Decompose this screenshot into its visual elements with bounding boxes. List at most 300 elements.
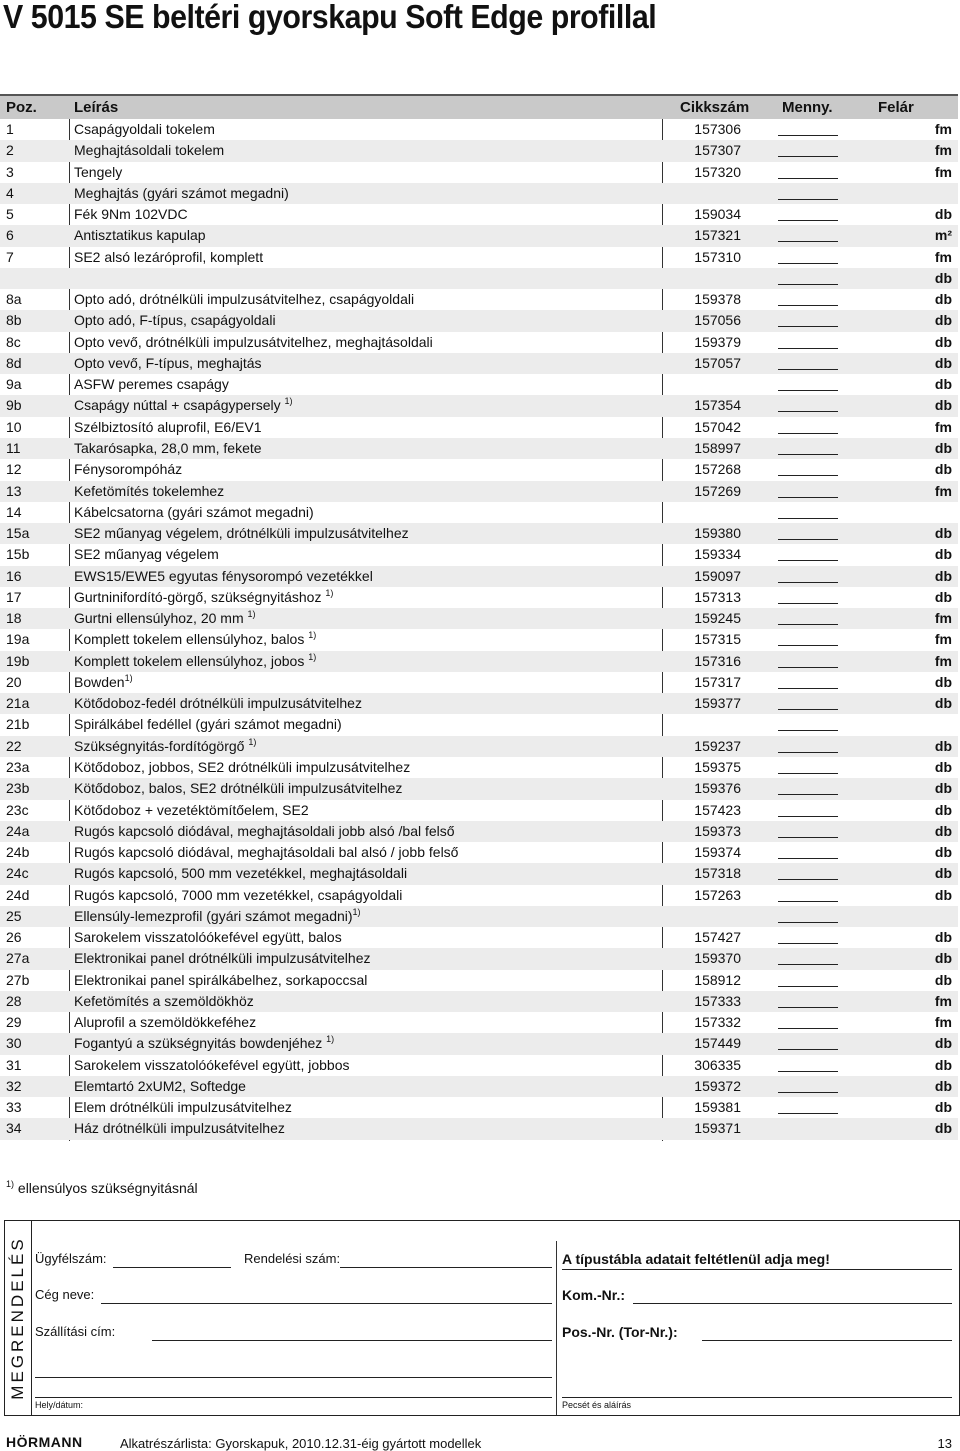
row-article: 157320	[694, 163, 741, 180]
row-pos: 9a	[6, 376, 22, 393]
footnote-marker: 1)	[352, 906, 361, 917]
row-unit: db	[934, 439, 952, 456]
row-unit: db	[934, 673, 952, 690]
header-unit: Felár	[878, 99, 914, 116]
row-desc	[74, 525, 409, 542]
quantity-field[interactable]	[778, 674, 838, 689]
row-desc-text: Sarokelem visszatolóókefével együtt, balos	[74, 929, 342, 946]
row-desc	[74, 461, 182, 478]
table-row	[0, 672, 958, 693]
row-pos: 29	[6, 1014, 22, 1031]
row-desc	[74, 610, 256, 627]
row-pos: 1	[6, 121, 14, 137]
page-footer	[0, 1432, 958, 1451]
quantity-field[interactable]	[778, 716, 838, 731]
row-desc-text: Fénysorompóház	[74, 461, 183, 478]
row-article: 157307	[694, 142, 741, 159]
kom-field[interactable]	[633, 1303, 952, 1304]
table-row	[0, 778, 958, 799]
row-article: 159097	[694, 567, 741, 584]
table-row	[0, 438, 958, 459]
quantity-field[interactable]	[778, 950, 838, 965]
row-desc-text: SE2 alsó lezáróprofil, komplett	[74, 248, 264, 265]
row-desc	[74, 695, 362, 712]
row-desc-text: Rugós kapcsoló diódával, meghajtásoldali jobb alsó /bal felső	[74, 822, 455, 839]
row-unit: fm	[934, 163, 952, 180]
row-article: 157306	[694, 121, 741, 137]
row-desc	[74, 291, 414, 308]
table-row	[0, 587, 958, 608]
table-row	[0, 268, 958, 289]
row-unit: db	[934, 206, 952, 223]
quantity-field[interactable]	[778, 419, 838, 434]
footnote-marker: 1)	[6, 1179, 15, 1189]
row-desc	[74, 568, 373, 585]
table-row	[0, 395, 958, 416]
row-desc-text: Fogantyú a szükségnyitás bowdenjéhez	[74, 1035, 327, 1052]
footnote-marker: 1)	[284, 396, 293, 407]
table-row	[0, 714, 958, 735]
table-body	[0, 119, 958, 1140]
table-row	[0, 204, 958, 225]
row-pos: 21a	[6, 695, 30, 712]
row-article: 158997	[694, 439, 741, 456]
place-date-field[interactable]	[35, 1397, 552, 1398]
row-article: 159372	[694, 1077, 741, 1094]
quantity-field[interactable]	[778, 334, 838, 349]
table-row	[0, 544, 958, 565]
page-title: V 5015 SE beltéri gyorskapu Soft Edge profillal	[3, 0, 657, 35]
row-article: 159370	[694, 950, 741, 967]
quantity-field[interactable]	[778, 525, 838, 540]
row-pos: 21b	[6, 716, 30, 733]
table-row	[0, 247, 958, 268]
row-desc-text: Elemtartó 2xUM2, Softedge	[74, 1077, 246, 1094]
row-desc	[74, 887, 402, 904]
row-article: 159245	[694, 610, 741, 627]
footnote-marker: 1)	[124, 672, 133, 683]
row-desc-text: Opto vevő, drótnélküli impulzusátvitelhez, meghajtásoldali	[74, 333, 433, 350]
row-desc	[74, 1099, 292, 1116]
row-article: 157057	[694, 354, 741, 371]
row-desc-text: Opto adó, F-típus, csapágyoldali	[74, 312, 276, 329]
hormann-logo: HÖRMANN	[6, 1434, 83, 1450]
row-desc	[74, 546, 219, 563]
quantity-field[interactable]	[778, 908, 838, 923]
table-row	[0, 1076, 958, 1097]
quantity-field[interactable]	[778, 142, 838, 157]
row-desc-text: Spirálkábel fedéllel (gyári számot megadni)	[74, 716, 342, 733]
row-article: 157269	[694, 482, 741, 499]
footnote-marker: 1)	[308, 651, 317, 662]
quantity-field[interactable]	[778, 865, 838, 880]
quantity-field[interactable]	[778, 631, 838, 646]
row-desc	[74, 738, 256, 755]
row-unit: fm	[934, 121, 952, 137]
footnote-marker: 1)	[326, 1034, 335, 1045]
table-row	[0, 353, 958, 374]
table-row	[0, 225, 958, 246]
row-desc	[74, 1057, 349, 1074]
row-desc	[74, 419, 262, 436]
row-desc	[74, 844, 458, 861]
row-unit: db	[934, 291, 952, 308]
delivery-field[interactable]	[152, 1340, 552, 1341]
row-article: 159371	[694, 1120, 741, 1137]
row-desc	[74, 589, 333, 606]
row-article: 157332	[694, 1014, 741, 1031]
order-vertical-text: MEGRENDELÉS	[8, 1236, 27, 1400]
quantity-field[interactable]	[778, 589, 838, 604]
row-unit: fm	[934, 610, 952, 627]
table-row	[0, 1097, 958, 1118]
row-article: 157321	[694, 227, 741, 244]
row-unit: db	[934, 269, 952, 286]
table-row	[0, 948, 958, 969]
table-row	[0, 970, 958, 991]
row-desc	[74, 993, 254, 1010]
row-pos: 26	[6, 929, 22, 946]
table-row	[0, 927, 958, 948]
stamp-label: Pecsét és aláírás	[562, 1400, 632, 1410]
row-desc-text: Kábelcsatorna (gyári számot megadni)	[74, 503, 314, 520]
quantity-field[interactable]	[778, 376, 838, 391]
quantity-field[interactable]	[778, 568, 838, 583]
row-desc	[74, 802, 309, 819]
row-article: 158912	[694, 971, 741, 988]
row-unit: db	[934, 1035, 952, 1052]
table-row	[0, 1118, 958, 1139]
row-article: 157042	[694, 418, 741, 435]
quantity-field[interactable]	[778, 440, 838, 455]
row-desc-text: Csapágy núttal + csapágypersely	[74, 397, 285, 414]
row-desc-text: EWS15/EWE5 egyutas fénysorompó vezetékkel	[74, 567, 373, 584]
quantity-field[interactable]	[778, 823, 838, 838]
row-desc-text: Meghajtás (gyári számot megadni)	[74, 184, 289, 201]
row-pos: 24b	[6, 844, 30, 861]
kom-label: Kom.-Nr.:	[562, 1287, 625, 1303]
table-row	[0, 757, 958, 778]
row-article: 157317	[694, 673, 741, 690]
header-pos: Poz.	[6, 99, 37, 116]
row-desc-text: Rugós kapcsoló, 500 mm vezetékkel, meghajtásoldali	[74, 865, 408, 882]
row-desc-text: Szélbiztosító aluprofil, E6/EV1	[74, 418, 262, 435]
quantity-field[interactable]	[778, 185, 838, 200]
row-unit: fm	[934, 652, 952, 669]
row-pos: 8a	[6, 291, 22, 308]
row-desc	[74, 1014, 256, 1031]
quantity-field[interactable]	[778, 929, 838, 944]
pos-label: Pos.-Nr. (Tor-Nr.):	[562, 1324, 678, 1340]
row-unit: db	[934, 1099, 952, 1116]
row-desc	[74, 121, 215, 138]
row-article: 157310	[694, 248, 741, 265]
row-pos: 28	[6, 992, 22, 1009]
quantity-field[interactable]	[778, 397, 838, 412]
row-pos: 18	[6, 610, 22, 627]
row-pos: 19a	[6, 631, 30, 648]
customer-no-field[interactable]	[113, 1267, 231, 1268]
row-desc-text: Meghajtásoldali tokelem	[74, 142, 225, 159]
row-desc-text: SE2 műanyag végelem, drótnélküli impulzusátvitelhez	[74, 525, 409, 542]
quantity-field[interactable]	[778, 227, 838, 242]
row-pos: 15a	[6, 525, 30, 542]
delivery-label: Szállítási cím:	[35, 1324, 116, 1339]
quantity-field[interactable]	[778, 780, 838, 795]
row-pos: 31	[6, 1056, 22, 1073]
quantity-field[interactable]	[778, 483, 838, 498]
row-pos: 3	[6, 163, 14, 180]
header-desc: Leírás	[74, 99, 119, 116]
row-desc-text: Kötődoboz, balos, SE2 drótnélküli impulzusátvitelhez	[74, 780, 403, 797]
row-pos: 24c	[6, 865, 29, 882]
footer-text: Alkatrészárlista: Gyorskapuk, 2010.12.31-éig gyártott modellek	[120, 1436, 482, 1451]
row-unit: db	[934, 737, 952, 754]
table-row	[0, 1012, 958, 1033]
row-unit: db	[934, 886, 952, 903]
stamp-field[interactable]	[562, 1397, 952, 1398]
row-pos: 2	[6, 142, 14, 159]
row-article: 159034	[694, 206, 741, 223]
row-unit: db	[934, 1120, 952, 1137]
order-no-field[interactable]	[340, 1267, 552, 1268]
row-unit: fm	[934, 142, 952, 159]
table-row	[0, 523, 958, 544]
row-article: 159375	[694, 758, 741, 775]
footnote-marker: 1)	[247, 609, 256, 620]
row-desc	[74, 164, 122, 181]
order-form	[4, 1220, 960, 1416]
table-row	[0, 800, 958, 821]
header-art: Cikkszám	[680, 99, 750, 116]
quantity-field[interactable]	[778, 164, 838, 179]
header-qty: Menny.	[782, 99, 833, 116]
quantity-field[interactable]	[778, 206, 838, 221]
footnote	[6, 1180, 198, 1196]
row-desc-text: Ház drótnélküli impulzusátvitelhez	[74, 1120, 285, 1137]
row-pos: 20	[6, 673, 22, 690]
customer-no-label: Ügyfélszám:	[35, 1251, 107, 1266]
row-desc-text: Aluprofil a szemöldökkeféhez	[74, 1014, 257, 1031]
footnote-marker: 1)	[308, 630, 317, 641]
row-desc	[74, 716, 342, 733]
row-unit: fm	[934, 248, 952, 265]
company-label: Cég neve:	[35, 1287, 95, 1302]
table-row	[0, 693, 958, 714]
row-unit: db	[934, 929, 952, 946]
table-row	[0, 162, 958, 183]
quantity-field[interactable]	[778, 546, 838, 561]
table-row	[0, 481, 958, 502]
row-pos: 5	[6, 206, 14, 223]
quantity-field[interactable]	[778, 355, 838, 370]
row-article: 159379	[694, 333, 741, 350]
row-pos: 8d	[6, 354, 22, 371]
row-unit: fm	[934, 482, 952, 499]
quantity-field[interactable]	[778, 1078, 838, 1093]
row-desc-text: Bowden	[74, 673, 125, 690]
row-pos: 15b	[6, 546, 30, 563]
quantity-field[interactable]	[778, 972, 838, 987]
row-desc	[74, 397, 293, 414]
row-article: 159378	[694, 291, 741, 308]
row-unit: db	[934, 376, 952, 393]
quantity-field[interactable]	[778, 1099, 838, 1114]
row-desc	[74, 908, 361, 925]
row-desc	[74, 759, 410, 776]
row-pos: 25	[6, 907, 22, 924]
quantity-field[interactable]	[778, 738, 838, 753]
row-article: 157263	[694, 886, 741, 903]
footnote-text: ellensúlyos szükségnyitásnál	[14, 1180, 198, 1196]
quantity-field[interactable]	[778, 695, 838, 710]
row-unit: fm	[934, 1014, 952, 1031]
quantity-field[interactable]	[778, 887, 838, 902]
quantity-field[interactable]	[778, 610, 838, 625]
row-unit: db	[934, 695, 952, 712]
row-desc	[74, 355, 262, 372]
row-pos: 23c	[6, 801, 29, 818]
row-unit: db	[934, 1056, 952, 1073]
quantity-field[interactable]	[778, 270, 838, 285]
table-row	[0, 608, 958, 629]
table-row	[0, 183, 958, 204]
row-pos: 9b	[6, 397, 22, 414]
table-row	[0, 1055, 958, 1076]
row-unit: db	[934, 1077, 952, 1094]
row-desc-text: Kötődoboz + vezetéktömítőelem, SE2	[74, 801, 309, 818]
row-pos: 4	[6, 184, 14, 201]
table-row	[0, 140, 958, 161]
row-unit: fm	[934, 631, 952, 648]
row-desc-text: Kefetömítés a szemöldökhöz	[74, 992, 254, 1009]
nameplate-notice: A típustábla adatait feltétlenül adja meg!	[562, 1251, 830, 1267]
row-desc-text: Komplett tokelem ellensúlyhoz, balos	[74, 631, 309, 648]
row-desc-text: Kefetömítés tokelemhez	[74, 482, 225, 499]
row-desc	[74, 227, 206, 244]
row-desc	[74, 1078, 246, 1095]
table-row	[0, 885, 958, 906]
row-desc	[74, 780, 402, 797]
order-divider	[556, 1241, 557, 1415]
row-unit: db	[934, 546, 952, 563]
row-desc-text: Tengely	[74, 163, 123, 180]
row-article: 157449	[694, 1035, 741, 1052]
row-unit: db	[934, 865, 952, 882]
row-desc-text: Elem drótnélküli impulzusátvitelhez	[74, 1099, 292, 1116]
row-article: 157423	[694, 801, 741, 818]
row-desc-text: ASFW peremes csapágy	[74, 376, 229, 393]
row-desc	[74, 972, 367, 989]
row-pos: 23a	[6, 758, 30, 775]
quantity-field[interactable]	[778, 844, 838, 859]
table-header	[0, 94, 958, 119]
quantity-field[interactable]	[778, 249, 838, 264]
row-pos: 24d	[6, 886, 30, 903]
delivery-field-2[interactable]	[35, 1377, 552, 1378]
table-row	[0, 863, 958, 884]
row-pos: 34	[6, 1120, 22, 1137]
row-desc	[74, 653, 316, 670]
table-row	[0, 332, 958, 353]
table-row	[0, 459, 958, 480]
row-desc-text: Kötődoboz, jobbos, SE2 drótnélküli impulzusátvitelhez	[74, 758, 411, 775]
row-desc-text: Ellensúly-lemezprofil (gyári számot megadni)	[74, 907, 353, 924]
row-desc-text: Antisztatikus kapulap	[74, 227, 206, 244]
order-vertical-label	[5, 1221, 32, 1415]
row-pos: 17	[6, 588, 22, 605]
quantity-field[interactable]	[778, 1057, 838, 1072]
table-row	[0, 991, 958, 1012]
table-row	[0, 374, 958, 395]
row-pos: 16	[6, 567, 22, 584]
order-no-label: Rendelési szám:	[244, 1251, 341, 1266]
footnote-marker: 1)	[248, 736, 257, 747]
quantity-field[interactable]	[778, 653, 838, 668]
row-desc	[74, 631, 316, 648]
table-row	[0, 736, 958, 757]
row-desc-text: Gurtni ellensúlyhoz, 20 mm	[74, 610, 248, 627]
table-row	[0, 906, 958, 927]
row-article: 159380	[694, 525, 741, 542]
row-pos: 8b	[6, 312, 22, 329]
quantity-field[interactable]	[778, 802, 838, 817]
quantity-field[interactable]	[778, 993, 838, 1008]
row-pos: 6	[6, 227, 14, 244]
footnote-marker: 1)	[325, 587, 334, 598]
row-unit: db	[934, 780, 952, 797]
row-desc	[74, 950, 371, 967]
row-article: 157354	[694, 397, 741, 414]
row-desc	[74, 1035, 334, 1052]
row-pos: 22	[6, 737, 22, 754]
quantity-field[interactable]	[778, 291, 838, 306]
row-article: 157268	[694, 461, 741, 478]
row-desc	[74, 249, 263, 266]
row-desc	[74, 312, 276, 329]
parts-table	[0, 94, 958, 1140]
company-field[interactable]	[101, 1303, 552, 1304]
table-row	[0, 310, 958, 331]
quantity-field[interactable]	[778, 121, 838, 136]
quantity-field[interactable]	[778, 461, 838, 476]
row-desc	[74, 334, 433, 351]
row-desc	[74, 185, 289, 202]
quantity-field[interactable]	[778, 504, 838, 519]
quantity-field[interactable]	[778, 759, 838, 774]
row-desc	[74, 929, 342, 946]
quantity-field[interactable]	[778, 1035, 838, 1050]
row-pos: 12	[6, 461, 22, 478]
row-article: 159334	[694, 546, 741, 563]
row-pos: 30	[6, 1035, 22, 1052]
row-desc-text: Fék 9Nm 102VDC	[74, 206, 188, 223]
quantity-field[interactable]	[778, 312, 838, 327]
row-desc	[74, 504, 314, 521]
pos-field[interactable]	[702, 1340, 952, 1341]
row-article: 157333	[694, 992, 741, 1009]
row-pos: 23b	[6, 780, 30, 797]
row-pos: 13	[6, 482, 22, 499]
row-unit: db	[934, 950, 952, 967]
row-pos: 10	[6, 418, 22, 435]
row-unit: fm	[934, 418, 952, 435]
row-desc-text: Takarósapka, 28,0 mm, fekete	[74, 439, 262, 456]
row-desc-text: Elektronikai panel drótnélküli impulzusátvitelhez	[74, 950, 371, 967]
row-desc-text: Elektronikai panel spirálkábelhez, sorkapoccsal	[74, 971, 368, 988]
quantity-field[interactable]	[778, 1014, 838, 1029]
table-row	[0, 502, 958, 523]
